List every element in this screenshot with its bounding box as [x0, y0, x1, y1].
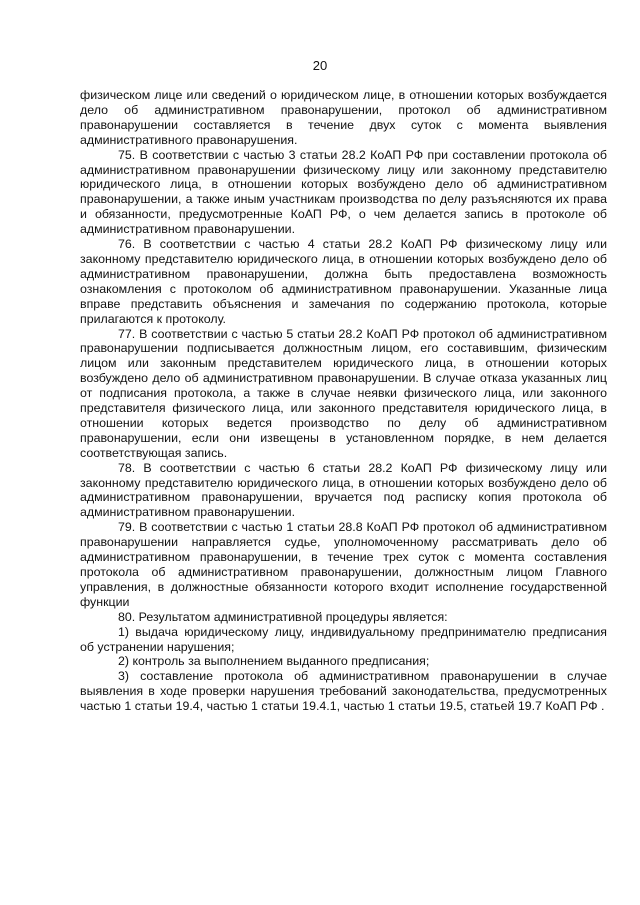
paragraph-80: 80. Результатом административной процедуры является:: [118, 609, 448, 624]
paragraph-76: 76. В соответствии с частью 4 статьи 28.2 КоАП РФ физическому лицу или законному представителю юридического лица, в отношении которых возбуждено дело об административном правонарушении, должна быть предоставлена возможность ознакомления с протоколом об административном правонарушении. Указанные лица вправе представить объяснения и замечания по содержанию протокола, которые прилагаются к протоколу.: [80, 237, 607, 326]
paragraph-80-item-1: 1) выдача юридическому лицу, индивидуальному предпринимателю предписания об устранении нарушения;: [80, 624, 607, 654]
paragraph-80-item-3: 3) составление протокола об административном правонарушении в случае выявления в ходе проверки нарушения требований законодательства, предусмотренных частью 1 статьи 19.4, частью 1 статьи 19.4.1, частью 1 статьи 19.5, статьей 19.7 КоАП РФ .: [80, 669, 607, 714]
paragraph-79: 79. В соответствии с частью 1 статьи 28.8 КоАП РФ протокол об административном правонарушении направляется судье, уполномоченному рассматривать дело об административном правонарушении, в течение трех суток с момента составления протокола об административном правонарушении, должностным лицом Главного управления, в должностные обязанности которого входит исполнение государственной функции: [80, 520, 607, 609]
paragraph-78: 78. В соответствии с частью 6 статьи 28.2 КоАП РФ физическому лицу или законному представителю юридического лица, в отношении которых возбуждено дело об административном правонарушении, вручается под расписку копия протокола об административном правонарушении.: [80, 460, 607, 520]
paragraph-continuation: физическом лице или сведений о юридическом лице, в отношении которых возбуждается дело об административном правонарушении, протокол об административном правонарушении составляется в течение двух суток с момента выявления административного правонарушения.: [80, 88, 607, 147]
document-body: [80, 88, 607, 714]
paragraph-80-item-2: 2) контроль за выполнением выданного предписания;: [118, 654, 430, 669]
page-number: 20: [312, 58, 328, 73]
paragraph-75: 75. В соответствии с частью 3 статьи 28.2 КоАП РФ при составлении протокола об административном правонарушении физическому лицу или законному представителю юридического лица, в отношении которых возбуждено дело об административном правонарушении, а также иным участникам производства по делу разъясняются их права и обязанности, предусмотренные КоАП РФ, о чем делается запись в протоколе об административном правонарушении.: [80, 147, 607, 237]
paragraph-77: 77. В соответствии с частью 5 статьи 28.2 КоАП РФ протокол об административном правонарушении подписывается должностным лицом, его составившим, физическим лицом или законным представителем юридического лица, в отношении которых возбуждено дело об административном правонарушении. В случае отказа указанных лиц от подписания протокола, а также в случае неявки физического лица, или законного представителя физического лица, или законного представителя юридического лица, в отношении которых ведется производство по делу об административном правонарушении, если они извещены в установленном порядке, в нем делается соответствующая запись.: [80, 326, 607, 460]
